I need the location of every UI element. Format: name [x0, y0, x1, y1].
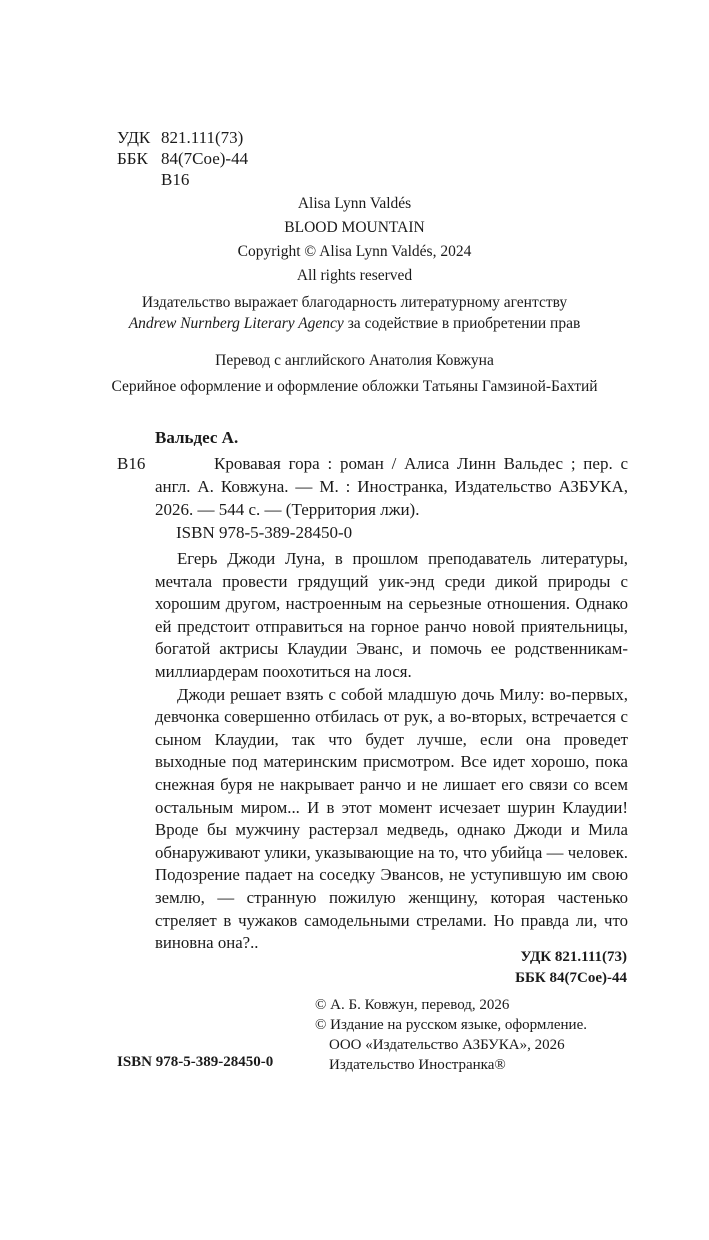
copyright-notices: [315, 995, 587, 1075]
rights-reserved: All rights reserved: [296, 267, 413, 284]
bibliographic-description: Кровавая гора : роман / Алиса Линн Вальдес ; пер. с англ. А. Ковжуна. — М. : Иностранка, Издательство АЗБУКА, 2026. — 544 с. — (Территория лжи).: [155, 454, 628, 519]
annotation-paragraph: Егерь Джоди Луна, в прошлом преподаватель литературы, мечтала провести грядущий уик-энд среди дикой природы с хорошим другом, настроенным на серьезные отношения. Однако ей предстоит отправиться на горное ранчо новой приятельницы, богатой актрисы Клаудии Эванс, и помочь ее родственникам-миллиардерам поохотиться на лося.: [155, 549, 628, 681]
acknowledgement-rest: за содействие в приобретении прав: [343, 315, 581, 332]
acknowledgement: [0, 292, 709, 334]
bbk-label: ББК: [117, 149, 148, 168]
bibliographic-heading: Вальдес А.: [155, 428, 239, 447]
footer-bbk: ББК 84(7Сое)-44: [515, 970, 627, 986]
udk-value: 821.111(73): [161, 128, 244, 147]
bibliographic-code: В16: [117, 454, 146, 473]
author-code: В16: [161, 170, 190, 189]
bibliographic-record: [117, 452, 628, 544]
annotation: [155, 548, 628, 955]
annotation-paragraph: Джоди решает взять с собой младшую дочь Милу: во-первых, девчонка совершенно отбилась от рук, а во-вторых, встречается с сыном Клаудии, так что будет лучше, если она проведет выходные под материнским присмотром. Все идет хорошо, пока снежная буря не накрывает ранчо и не лишает его связи со всем остальным миром... И в этот момент исчезает шурин Клаудии! Вроде бы мужчину растерзал медведь, однако Джоди и Мила обнаруживают улики, указывающие на то, что убийца — человек. Подозрение падает на соседку Эвансов, не уступившую им свою землю, — странную пожилую женщину, которая частенько стреляет в чужаков самодельными стрелами. Но правда ли, что виновна она?..: [155, 684, 628, 953]
design-credit: Серийное оформление и оформление обложки Татьяны Гамзиной-Бахтий: [111, 378, 598, 395]
translator-credit: Перевод с английского Анатолия Ковжуна: [215, 352, 494, 369]
bbk-value: 84(7Сое)-44: [161, 149, 249, 168]
acknowledgement-line2: [0, 313, 709, 334]
classification-block: [117, 127, 248, 190]
footer-udk: УДК 821.111(73): [520, 949, 627, 965]
bibliographic-isbn: ISBN 978-5-389-28450-0: [176, 523, 353, 542]
udk-label: УДК: [117, 128, 151, 147]
original-title: BLOOD MOUNTAIN: [284, 219, 425, 236]
copyright-edition: © Издание на русском языке, оформление.: [315, 1017, 587, 1033]
original-author: Alisa Lynn Valdés: [297, 195, 412, 212]
footer-isbn: ISBN 978-5-389-28450-0: [117, 1054, 274, 1070]
original-edition-info: [0, 192, 709, 288]
original-copyright: Copyright © Alisa Lynn Valdés, 2024: [237, 243, 472, 260]
imprint-line: Издательство Иностранка®: [329, 1057, 506, 1073]
agency-name: Andrew Nurnberg Literary Agency: [128, 315, 344, 332]
copyright-translation: © А. Б. Ковжун, перевод, 2026: [315, 997, 510, 1013]
publisher-line: ООО «Издательство АЗБУКА», 2026: [329, 1037, 565, 1053]
footer-classification: [515, 947, 627, 989]
acknowledgement-line1: Издательство выражает благодарность литературному агентству: [141, 294, 568, 311]
